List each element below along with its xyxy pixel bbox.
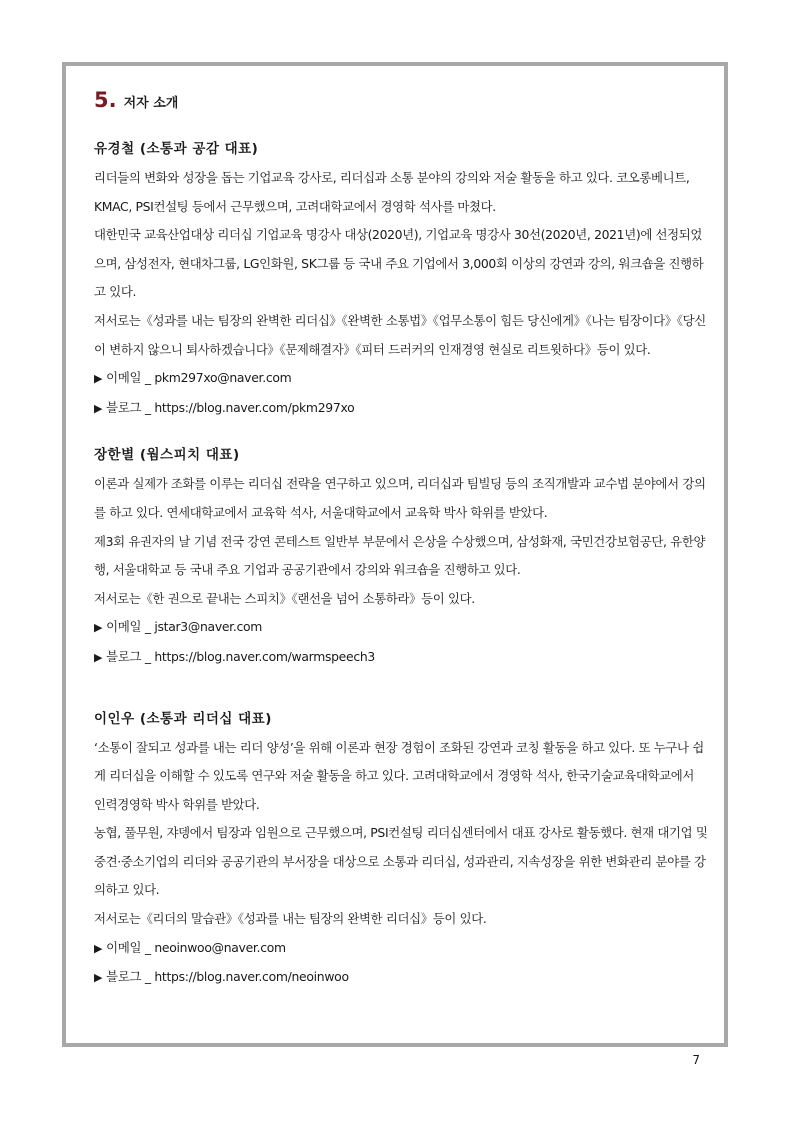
triangle-bullet-icon: ▶ [94, 941, 103, 955]
section-number: 5. [94, 88, 117, 112]
author-name: 유경철 (소통과 공감 대표) [94, 141, 259, 157]
email-line[interactable] [94, 613, 708, 643]
author-paragraph: ‘소통이 잘되고 성과를 내는 리더 양성’을 위해 이론과 현장 경험이 조화된 강연과 코칭 활동을 하고 있다. 또 누구나 쉽게 리더십을 이해할 수 있도록 연구와 저술 활동을 하고 있다. 고려대학교에서 경영학 석사, 한국기술교육대학교에서 인력경영학 박사 학위를 받았다. [94, 739, 704, 812]
author-paragraph: 제3회 유권자의 날 기념 전국 강연 콘테스트 일반부 부문에서 은상을 수상했으며, 삼성화재, 국민건강보험공단, 유한양행, 서울대학교 등 국내 주요 기업과 공공기관에서 강의와 워크숍을 진행하고 있다. [94, 533, 706, 578]
triangle-bullet-icon: ▶ [94, 971, 103, 985]
triangle-bullet-icon: ▶ [94, 372, 103, 386]
blog-link[interactable]: 블로그 _ https://blog.naver.com/warmspeech3 [106, 648, 375, 664]
section-heading [94, 88, 708, 112]
page-number: 7 [692, 1053, 700, 1067]
blog-line[interactable] [94, 963, 708, 993]
author-paragraph: 대한민국 교육산업대상 리더십 기업교육 명강사 대상(2020년), 기업교육 명강사 30선(2020년, 2021년)에 선정되었으며, 삼성전자, 현대차그룹, LG인화원, SK그룹 등 국내 주요 기업에서 3,000회 이상의 강연과 강의, 워크숍을 진행하고 있다. [94, 227, 704, 300]
author-name: 장한별 (웜스피치 대표) [94, 447, 240, 464]
triangle-bullet-icon: ▶ [94, 401, 103, 415]
triangle-bullet-icon: ▶ [94, 650, 103, 664]
author-paragraph: 저서로는《리더의 말습관》《성과를 내는 팀장의 완벽한 리더십》등이 있다. [94, 911, 487, 927]
section-title: 저자 소개 [123, 96, 179, 111]
spacer [94, 691, 708, 705]
triangle-bullet-icon: ▶ [94, 621, 103, 635]
author-intro-section [94, 88, 708, 1011]
author-block [94, 705, 708, 993]
blog-link[interactable]: 블로그 _ https://blog.naver.com/neoinwoo [106, 969, 349, 985]
author-paragraph: 리더들의 변화와 성장을 돕는 기업교육 강사로, 리더십과 소통 분야의 강의와 저술 활동을 하고 있다. 코오롱베니트, KMAC, PSI컨설팅 등에서 근무했으며, 고려대학교에서 경영학 석사를 마쳤다. [94, 170, 690, 214]
blog-line[interactable] [94, 643, 708, 673]
author-paragraph: 저서로는《한 권으로 끝내는 스피치》《랜선을 넘어 소통하라》등이 있다. [94, 590, 475, 606]
author-paragraph: 이론과 실제가 조화를 이루는 리더십 전략을 연구하고 있으며, 리더십과 팀빌딩 등의 조직개발과 교수법 분야에서 강의를 하고 있다. 연세대학교에서 교육학 석사, 서울대학교에서 교육학 박사 학위를 받았다. [94, 476, 706, 520]
author-paragraph: 저서로는《성과를 내는 팀장의 완벽한 리더십》《완벽한 소통법》《업무소통이 힘든 당신에게》《나는 팀장이다》《당신이 변하지 않으니 퇴사하겠습니다》《문제해결자》《피터 드러커의 인재경영 현실로 리트윗하다》등이 있다. [94, 312, 706, 357]
author-block [94, 135, 708, 423]
email-text[interactable]: 이메일 _ jstar3@naver.com [106, 619, 263, 635]
email-text[interactable]: 이메일 _ neoinwoo@naver.com [106, 939, 286, 955]
email-text[interactable]: 이메일 _ pkm297xo@naver.com [106, 370, 292, 386]
email-line[interactable] [94, 364, 708, 394]
author-name: 이인우 (소통과 리더십 대표) [94, 710, 272, 727]
author-paragraph: 농협, 풀무원, 쟈뎅에서 팀장과 임원으로 근무했으며, PSI컨설팅 리더십센터에서 대표 강사로 활동했다. 현재 대기업 및 중견·중소기업의 리더와 공공기관의 부서장을 대상으로 소통과 리더십, 성과관리, 지속성장을 위한 변화관리 분야를 강의하고 있다. [94, 825, 708, 898]
email-line[interactable] [94, 934, 708, 964]
blog-line[interactable] [94, 394, 708, 424]
blog-link[interactable]: 블로그 _ https://blog.naver.com/pkm297xo [106, 399, 355, 415]
author-block [94, 441, 708, 672]
